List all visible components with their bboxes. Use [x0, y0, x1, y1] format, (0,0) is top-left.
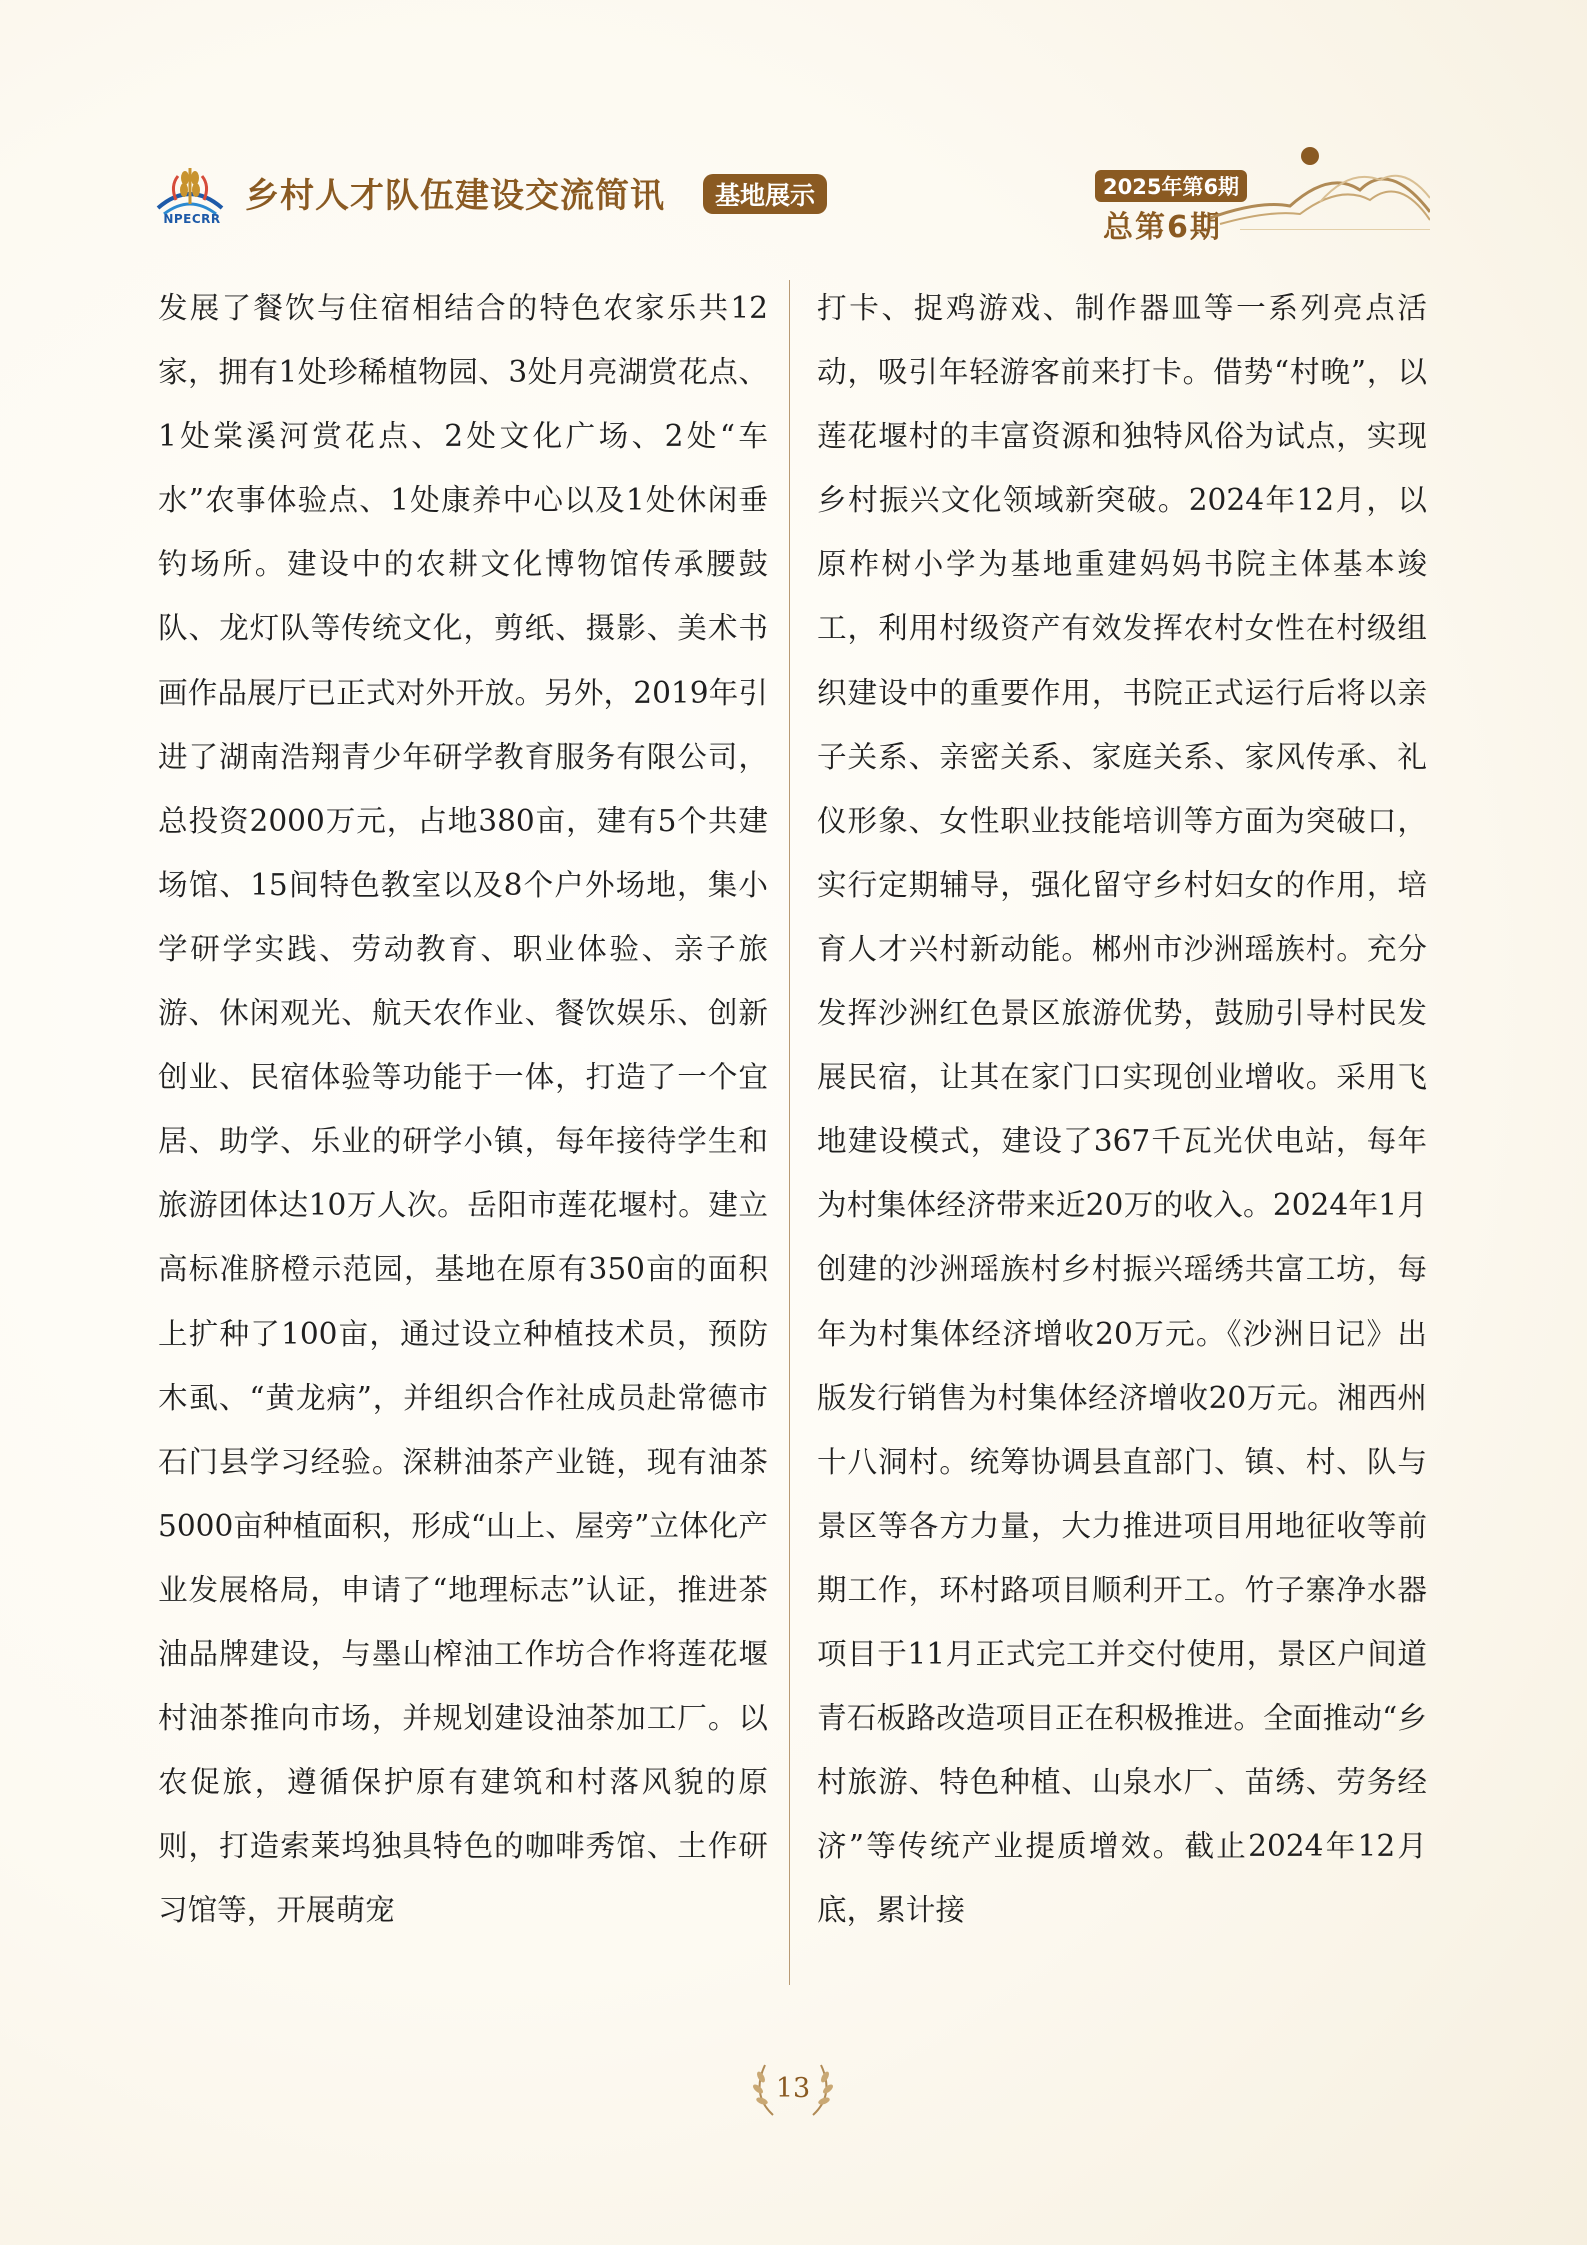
- mountain-decoration-icon: [1200, 140, 1430, 230]
- page-footer: [743, 2055, 843, 2125]
- left-column: [158, 276, 768, 1942]
- left-column-text: 发展了餐饮与住宿相结合的特色农家乐共12家，拥有1处珍稀植物园、3处月亮湖赏花点、1处棠溪河赏花点、2处文化广场、2处“车水”农事体验点、1处康养中心以及1处休闲垂钓场所。建设中的农耕文化博物馆传承腰鼓队、龙灯队等传统文化，剪纸、摄影、美术书画作品展厅已正式对外开放。另外，2019年引进了湖南浩翔青少年研学教育服务有限公司，总投资2000万元，占地380亩，建有5个共建场馆、15间特色教室以及8个户外场地，集小学研学实践、劳动教育、职业体验、亲子旅游、休闲观光、航天农作业、餐饮娱乐、创新创业、民宿体验等功能于一体，打造了一个宜居、助学、乐业的研学小镇，每年接待学生和旅游团体达10万人次。岳阳市莲花堰村。建立高标准脐橙示范园，基地在原有350亩的面积上扩种了100亩，通过设立种植技术员，预防木虱、“黄龙病”，并组织合作社成员赴常德市石门县学习经验。深耕油茶产业链，现有油茶5000亩种植面积，形成“山上、屋旁”立体化产业发展格局，申请了“地理标志”认证，推进茶油品牌建设，与墨山榨油工作坊合作将莲花堰村油茶推向市场，并规划建设油茶加工厂。以农促旅，遵循保护原有建筑和村落风貌的原则，打造索莱坞独具特色的咖啡秀馆、土作研习馆等，开展萌宠: [158, 291, 768, 1928]
- npecrr-logo-icon: [150, 160, 230, 240]
- issue-total: 总第6期: [1103, 210, 1222, 245]
- column-divider: [789, 280, 790, 1985]
- issue-year: 2025年第6期: [1095, 170, 1247, 202]
- page-number: 13: [775, 2073, 811, 2104]
- logo-text: NPECRR: [163, 212, 221, 226]
- section-tag: 基地展示: [703, 174, 827, 214]
- right-column-text: 打卡、捉鸡游戏、制作器皿等一系列亮点活动，吸引年轻游客前来打卡。借势“村晚”，以莲花堰村的丰富资源和独特风俗为试点，实现乡村振兴文化领域新突破。2024年12月，以原柞树小学为基地重建妈妈书院主体基本竣工，利用村级资产有效发挥农村女性在村级组织建设中的重要作用，书院正式运行后将以亲子关系、亲密关系、家庭关系、家风传承、礼仪形象、女性职业技能培训等方面为突破口，实行定期辅导，强化留守乡村妇女的作用，培育人才兴村新动能。郴州市沙洲瑶族村。充分发挥沙洲红色景区旅游优势，鼓励引导村民发展民宿，让其在家门口实现创业增收。采用飞地建设模式，建设了367千瓦光伏电站，每年为村集体经济带来近20万的收入。2024年1月创建的沙洲瑶族村乡村振兴瑶绣共富工坊，每年为村集体经济增收20万元。《沙洲日记》出版发行销售为村集体经济增收20万元。湘西州十八洞村。统筹协调县直部门、镇、村、队与景区等各方力量，大力推进项目用地征收等前期工作，环村路项目顺利开工。竹子寨净水器项目于11月正式完工并交付使用，景区户间道青石板路改造项目正在积极推进。全面推动“乡村旅游、特色种植、山泉水厂、苗绣、劳务经济”等传统产业提质增效。截止2024年12月底，累计接: [817, 291, 1427, 1928]
- publication-title: 乡村人才队伍建设交流简讯: [245, 176, 665, 216]
- right-column: [817, 276, 1427, 1942]
